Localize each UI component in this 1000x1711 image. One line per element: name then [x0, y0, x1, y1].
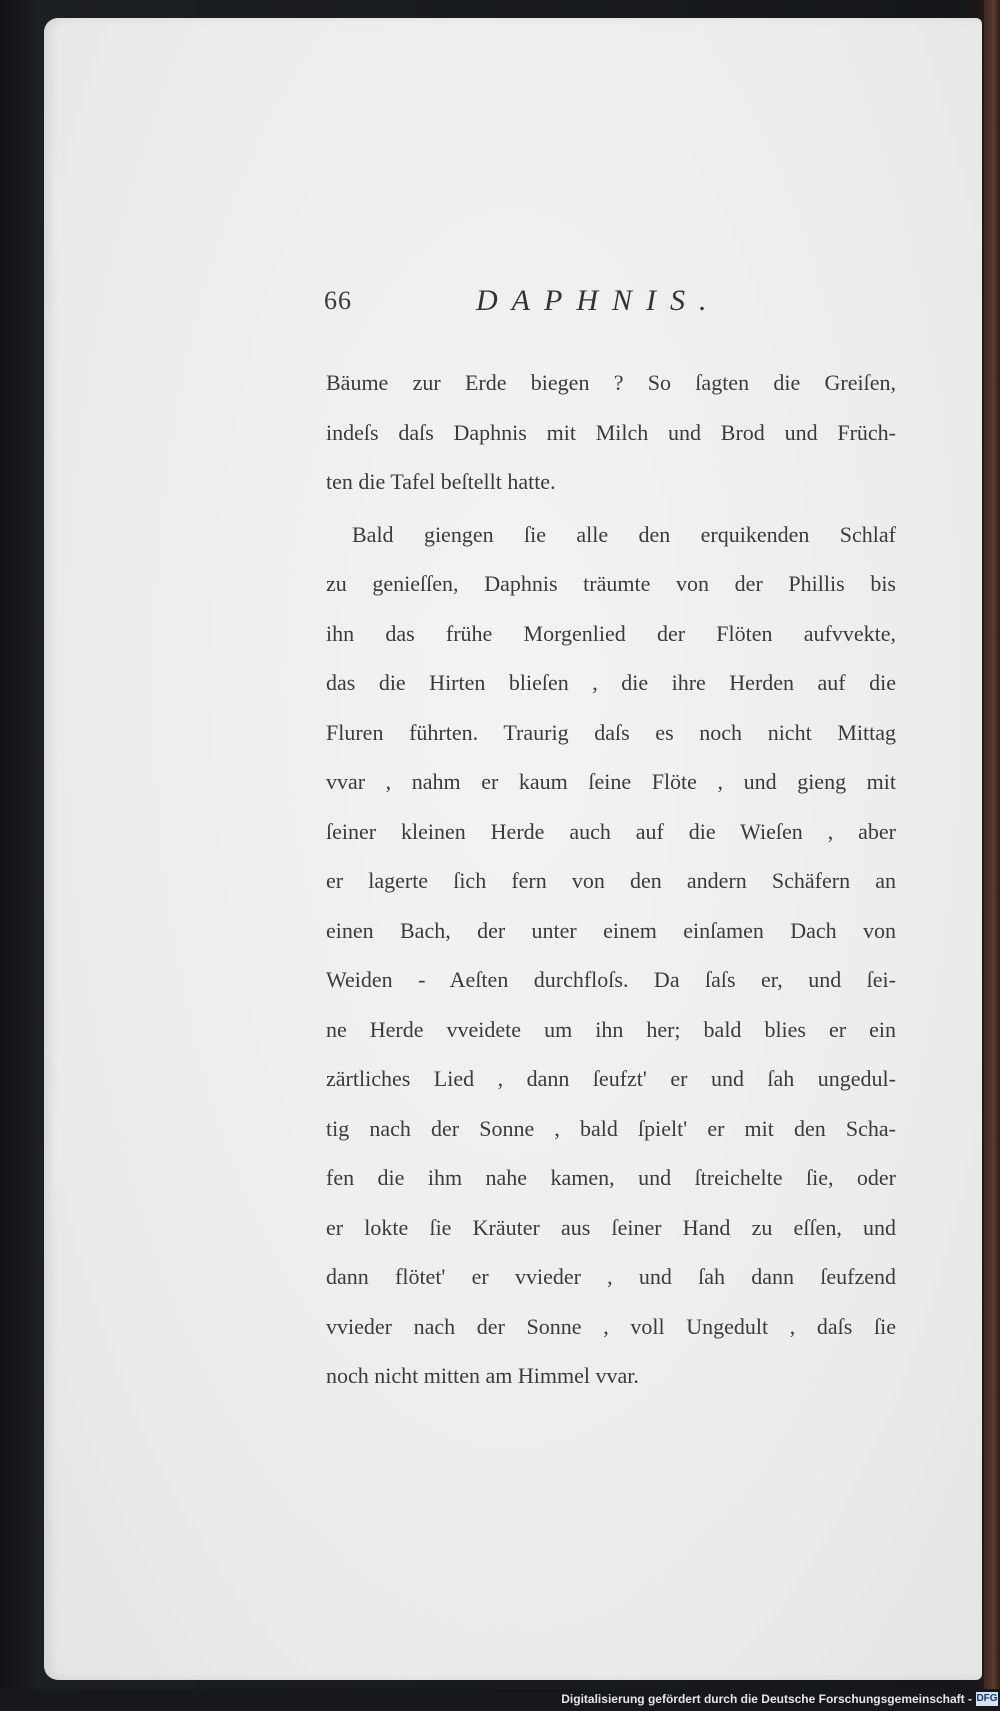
text-line: ne Herde vveidete um ihn her; bald blies er ein [326, 1016, 896, 1042]
text-line: fen die ihm nahe kamen, und ſtreichelte ſie, oder [326, 1165, 896, 1190]
text-line: ihn das frühe Morgenlied der Flöten aufvvekte, [326, 620, 896, 646]
footer-credit: Digitalisierung gefördert durch die Deutsche Forschungsgemeinschaft - [561, 1692, 972, 1706]
text-line: Bäume zur Erde biegen ? So ſagten die Greiſen, [326, 370, 896, 395]
text-line: noch nicht mitten am Himmel vvar. [326, 1363, 639, 1388]
text-line: indeſs daſs Daphnis mit Milch und Brod und Früch- [326, 419, 896, 445]
text-line: vvar , nahm er kaum ſeine Flöte , und gieng mit [326, 769, 896, 794]
text-line: zärtliches Lied , dann ſeufzt' er und ſah ungedul- [326, 1066, 896, 1091]
text-line: Fluren führten. Traurig daſs es noch nicht Mittag [326, 719, 896, 745]
text-line: vvieder nach der Sonne , voll Ungedult , daſs ſie [326, 1313, 896, 1339]
body-text [326, 358, 896, 1401]
text-line: Bald giengen ſie alle den erquikenden Schlaf [352, 521, 896, 547]
page-number: 66 [324, 286, 352, 315]
digitization-footer [0, 1689, 1000, 1711]
text-line: zu genieſſen, Daphnis träumte von der Phillis bis [326, 571, 896, 596]
book-page [44, 18, 982, 1680]
text-line: tig nach der Sonne , bald ſpielt' er mit den Scha- [326, 1115, 896, 1141]
running-title: DAPHNIS. [476, 284, 721, 317]
text-line: einen Bach, der unter einem einſamen Dach von [326, 917, 896, 943]
text-line: er lokte ſie Kräuter aus ſeiner Hand zu eſſen, und [326, 1214, 896, 1240]
text-line: er lagerte ſich fern von den andern Schäfern an [326, 868, 896, 893]
text-line: dann flötet' er vvieder , und ſah dann ſeufzend [326, 1264, 896, 1289]
text-line: ſeiner kleinen Herde auch auf die Wieſen , aber [326, 818, 896, 844]
text-line: Weiden - Aeſten durchfloſs. Da ſaſs er, und ſei- [326, 967, 896, 992]
book-edge [984, 0, 1000, 1711]
text-line: ten die Tafel beſtellt hatte. [326, 469, 556, 494]
dfg-logo-icon: DFG [976, 1693, 998, 1704]
text-line: das die Hirten blieſen , die ihre Herden auf die [326, 670, 896, 695]
page-header [44, 286, 982, 326]
